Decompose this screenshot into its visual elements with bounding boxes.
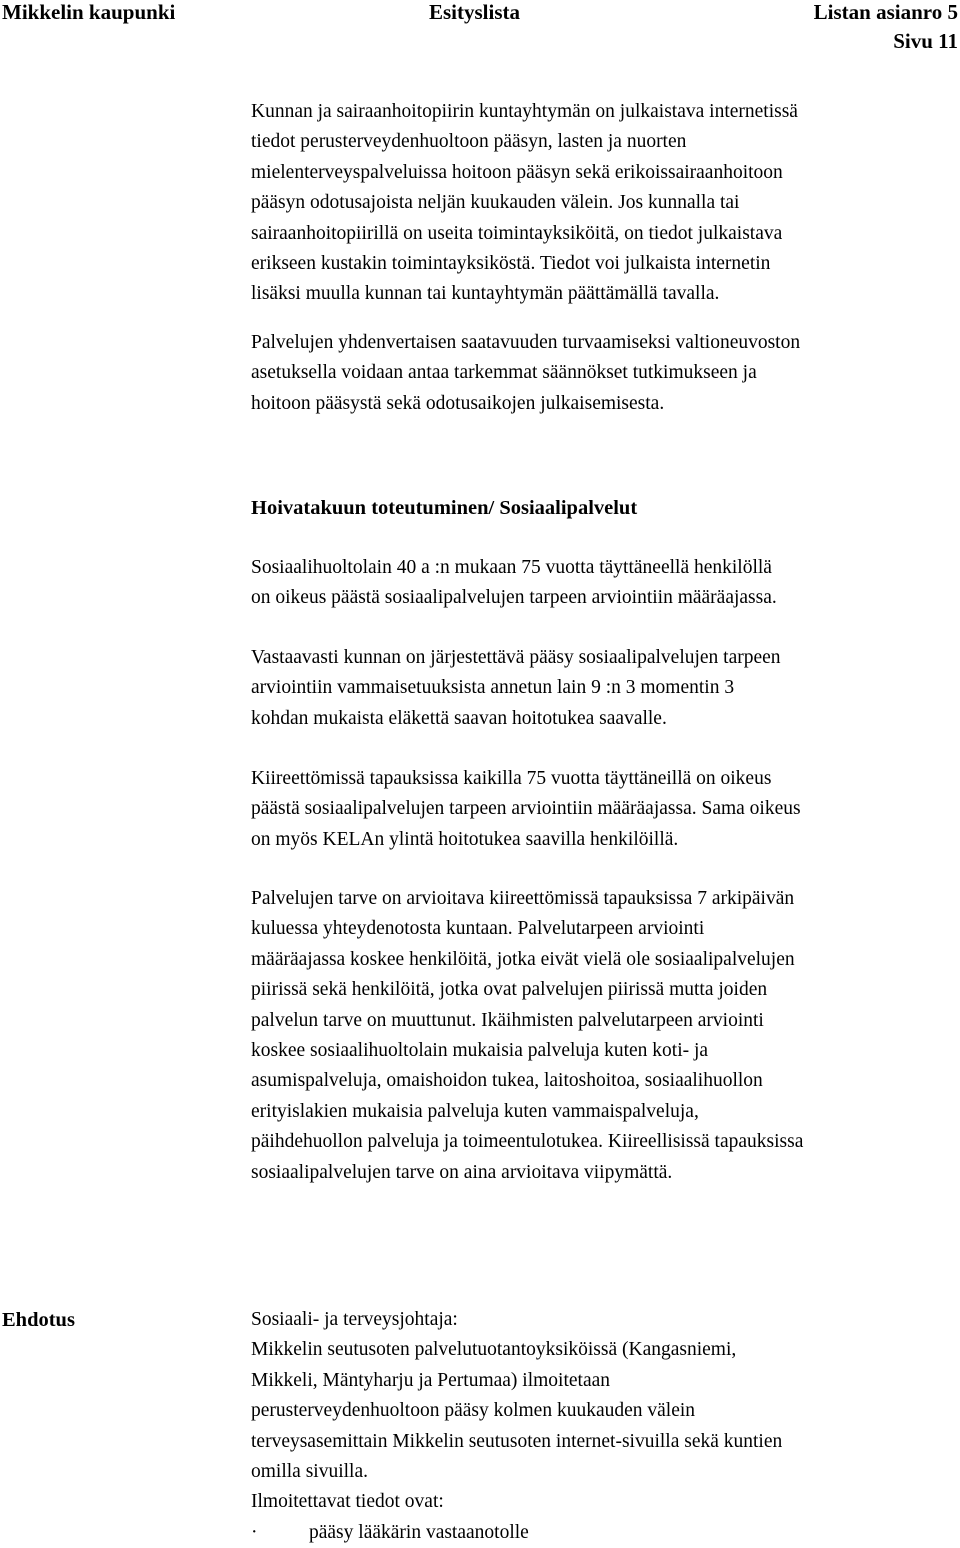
text-line: Sosiaali- ja terveysjohtaja: — [251, 1309, 458, 1330]
header-organization: Mikkelin kaupunki — [2, 0, 176, 24]
header-page-number: Sivu 11 — [893, 29, 958, 53]
text-line: kohdan mukaista eläkettä saavan hoitotukea saavalle. — [251, 707, 667, 729]
text-line: määräajassa koskee henkilöitä, jotka eivät vielä ole sosiaalipalvelujen — [251, 948, 795, 970]
list-item — [251, 1518, 956, 1548]
text-line: päästä sosiaalipalvelujen tarpeen arviointiin määräajassa. Sama oikeus — [251, 798, 801, 820]
text-line: perusterveydenhuoltoon pääsy kolmen kuukauden välein — [251, 1400, 696, 1422]
text-line: palvelun tarve on muuttunut. Ikäihmisten palvelutarpeen arviointi — [251, 1009, 764, 1031]
text-line: asumispalveluja, omaishoidon tukea, laitoshoitoa, sosiaalihuollon — [251, 1070, 763, 1092]
text-line: omilla sivuilla. — [251, 1461, 368, 1483]
proposal-label: Ehdotus — [2, 1309, 75, 1331]
text-line: erikseen kustakin toimintayksiköstä. Tiedot voi julkaista internetin — [251, 253, 771, 275]
text-line: tiedot perusterveydenhuoltoon pääsyn, lasten ja nuorten — [251, 131, 687, 153]
header-item-number: Listan asianro 5 — [813, 0, 958, 24]
list-item-text: pääsy lääkärin vastaanotolle — [309, 1521, 529, 1543]
paragraph-non-urgent-cases — [251, 764, 956, 855]
text-line: Palvelujen yhdenvertaisen saatavuuden turvaamiseksi valtioneuvoston — [251, 332, 801, 353]
text-line: on oikeus päästä sosiaalipalvelujen tarpeen arviointiin määräajassa. — [251, 587, 777, 609]
text-line: lisäksi muulla kunnan tai kuntayhtymän päättämällä tavalla. — [251, 283, 720, 305]
text-line: sairaanhoitopiirillä on useita toimintayksiköitä, on tiedot julkaistava — [251, 222, 783, 244]
paragraph-social-services-act — [251, 553, 956, 614]
text-line: erityislakien mukaisia palveluja kuten vammaispalveluja, — [251, 1100, 699, 1122]
text-line: terveysasemittain Mikkelin seutusoten internet-sivuilla sekä kuntien — [251, 1430, 783, 1452]
text-line: Vastaavasti kunnan on järjestettävä pääsy sosiaalipalvelujen tarpeen — [251, 647, 781, 668]
text-line: Sosiaalihuoltolain 40 a :n mukaan 75 vuotta täyttäneellä henkilöllä — [251, 557, 772, 578]
text-line: Kunnan ja sairaanhoitopiirin kuntayhtymän on julkaistava internetissä — [251, 101, 798, 122]
text-line: pääsyn odotusajoista neljän kuukauden välein. Jos kunnalla tai — [251, 192, 740, 214]
text-line: Ilmoitettavat tiedot ovat: — [251, 1491, 444, 1513]
paragraph-publication-requirement — [251, 97, 956, 310]
text-line: Palvelujen tarve on arvioitava kiireettömissä tapauksissa 7 arkipäivän — [251, 888, 795, 909]
paragraph-government-decree — [251, 328, 956, 419]
page-header — [0, 0, 960, 60]
text-line: arviointiin vammaisetuuksista annetun lain 9 :n 3 momentin 3 — [251, 677, 735, 699]
text-line: Mikkelin seutusoten palvelutuotantoyksiköissä (Kangasniemi, — [251, 1339, 737, 1361]
text-line: hoitoon pääsystä sekä odotusaikojen julkaisemisesta. — [251, 392, 665, 414]
paragraph-disability-benefits — [251, 643, 956, 734]
text-line: sosiaalipalvelujen tarve on aina arvioitava viipymättä. — [251, 1161, 673, 1183]
header-document-type: Esityslista — [429, 0, 521, 24]
text-line: Kiireettömissä tapauksissa kaikilla 75 vuotta täyttäneillä on oikeus — [251, 768, 772, 789]
text-line: mielenterveyspalveluissa hoitoon pääsyn sekä erikoissairaanhoitoon — [251, 161, 783, 183]
text-line: Mikkeli, Mäntyharju ja Pertumaa) ilmoitetaan — [251, 1369, 611, 1391]
proposal-text — [251, 1305, 956, 1548]
section-heading: Hoivatakuun toteutuminen/ Sosiaalipalvelut — [251, 497, 638, 519]
text-line: on myös KELAn ylintä hoitotukea saavilla henkilöillä. — [251, 828, 679, 850]
text-line: koskee sosiaalihuoltolain mukaisia palveluja kuten koti- ja — [251, 1040, 709, 1062]
bullet-icon: · — [251, 1521, 258, 1543]
text-line: piirissä sekä henkilöitä, jotka ovat palvelujen piirissä mutta joiden — [251, 979, 768, 1001]
text-line: päihdehuollon palveluja ja toimeentulotukea. Kiireellisissä tapauksissa — [251, 1131, 804, 1153]
text-line: asetuksella voidaan antaa tarkemmat säännökset tutkimukseen ja — [251, 362, 757, 384]
text-line: kuluessa yhteydenotosta kuntaan. Palvelutarpeen arviointi — [251, 918, 705, 940]
paragraph-service-assessment — [251, 884, 956, 1188]
